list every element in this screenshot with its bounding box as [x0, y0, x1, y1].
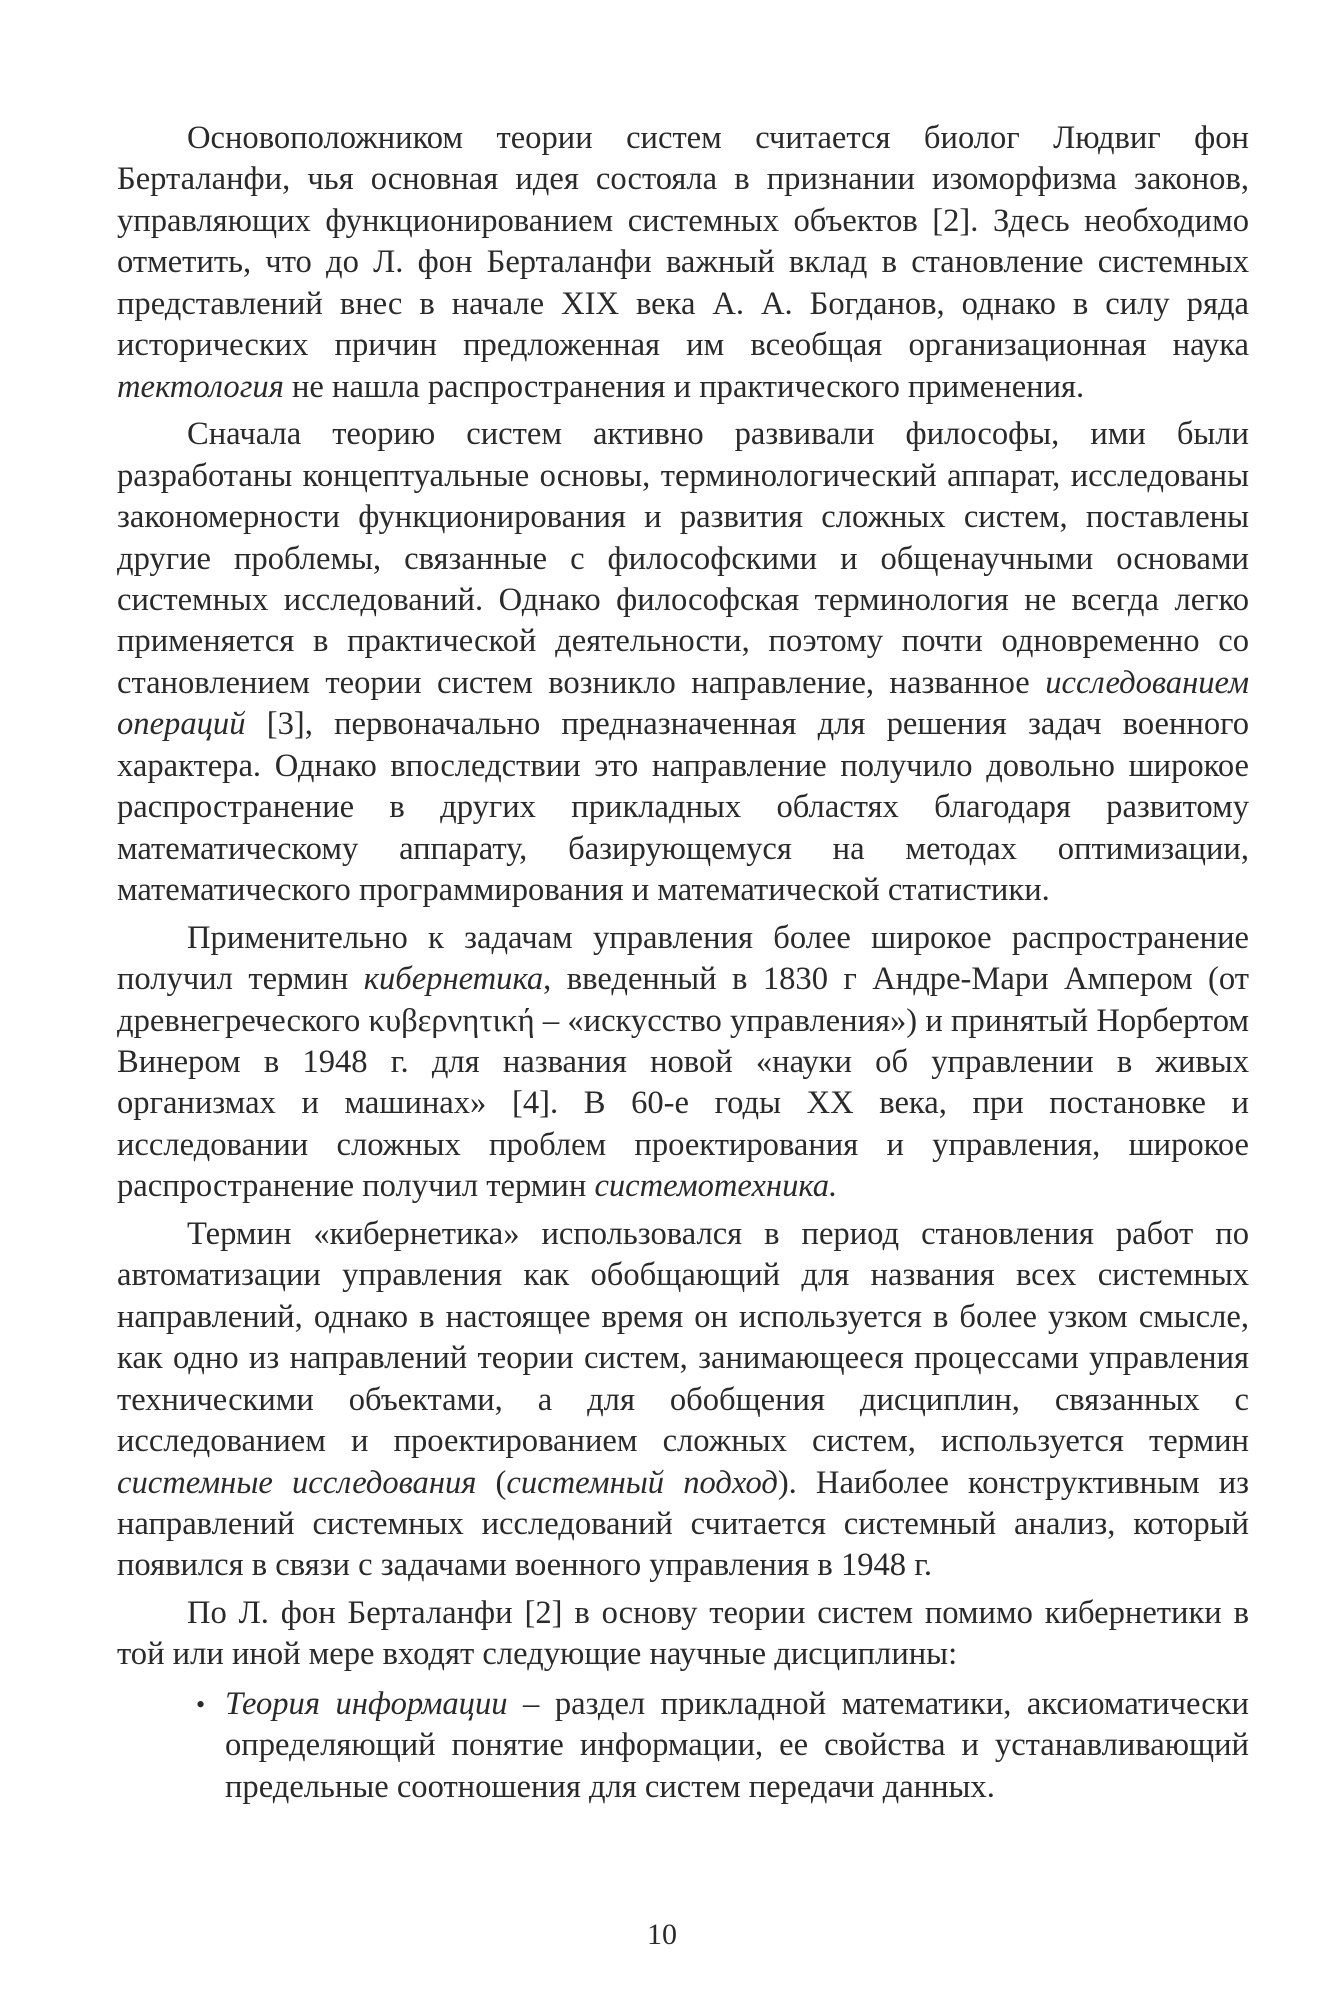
list-item: • Теория информации – раздел прикладной математики, аксиоматически определяющий понятие информации, ее свойства и устанавливающий предельные соотношения для систем передачи данных.	[225, 1684, 1249, 1808]
page-number: 10	[647, 1918, 677, 1951]
body-text	[117, 118, 1249, 1808]
term-operations-research: исследованием операций	[117, 664, 1249, 743]
term-information-theory: Теория информации	[225, 1685, 508, 1722]
paragraph: Применительно к задачам управления более широкое распространение получил термин кибернетика, введенный в 1830 г Андре-Мари Ампером (от древнегреческого κυβερνητική – «искусство управления») и принятый Норбертом Винером в 1948 г. для названия новой «науки об управлении в живых организмах и машинах» [4]. В 60-е годы XX века, при постановке и исследовании сложных проблем проектирования и управления, широкое распространение получил термин системотехника.	[117, 919, 1249, 1205]
term-systems-engineering: системотехника.	[594, 1168, 838, 1205]
paragraph: Термин «кибернетика» использовался в период становления работ по автоматизации управления как обобщающий для названия всех системных направлений, однако в настоящее время он используется в более узком смысле, как одно из направлений теории систем, занимающееся процессами управления техническими объектами, а для обобщения дисциплин, связанных с исследованием и проектированием сложных систем, используется термин системные исследования (системный подход). Наиболее конструктивным из направлений системных исследований считается системный анализ, который появился в связи с задачами военного управления в 1948 г.	[117, 1215, 1250, 1584]
term-systems-approach: системный подход	[506, 1464, 778, 1501]
paragraph: Основоположником теории систем считается биолог Людвиг фон Берталанфи, чья основная идея состояла в признании изоморфизма законов, управляющих функционированием системных объектов [2]. Здесь необходимо отметить, что до Л. фон Берталанфи важный вклад в становление системных представлений внес в начале XIX века А. А. Богданов, однако в силу ряда исторических причин предложенная им всеобщая организационная наука тектология не нашла распространения и практического применения.	[117, 120, 1249, 405]
term-systems-research: системные исследования	[117, 1464, 477, 1501]
paragraph: Сначала теорию систем активно развивали философы, ими были разработаны концептуальные основы, терминологический аппарат, исследованы закономерности функционирования и развития сложных систем, поставлены другие проблемы, связанные с философскими и общенаучными основами системных исследований. Однако философская терминология не всегда легко применяется в практической деятельности, поэтому почти одновременно со становлением теории систем возникло направление, названное исследованием операций [3], первоначально предназначенная для решения задач военного характера. Однако впоследствии это направление получило довольно широкое распространение в других прикладных областях благодаря развитому математическому аппарату, базирующемуся на методах оптимизации, математического программирования и математической статистики.	[117, 416, 1249, 909]
paragraph: По Л. фон Берталанфи [2] в основу теории систем помимо кибернетики в той или иной мере входят следующие научные дисциплины:	[117, 1594, 1249, 1673]
term-tectology: тектология	[117, 368, 284, 405]
discipline-list	[117, 1684, 1249, 1808]
term-cybernetics: кибернетика	[363, 961, 544, 998]
